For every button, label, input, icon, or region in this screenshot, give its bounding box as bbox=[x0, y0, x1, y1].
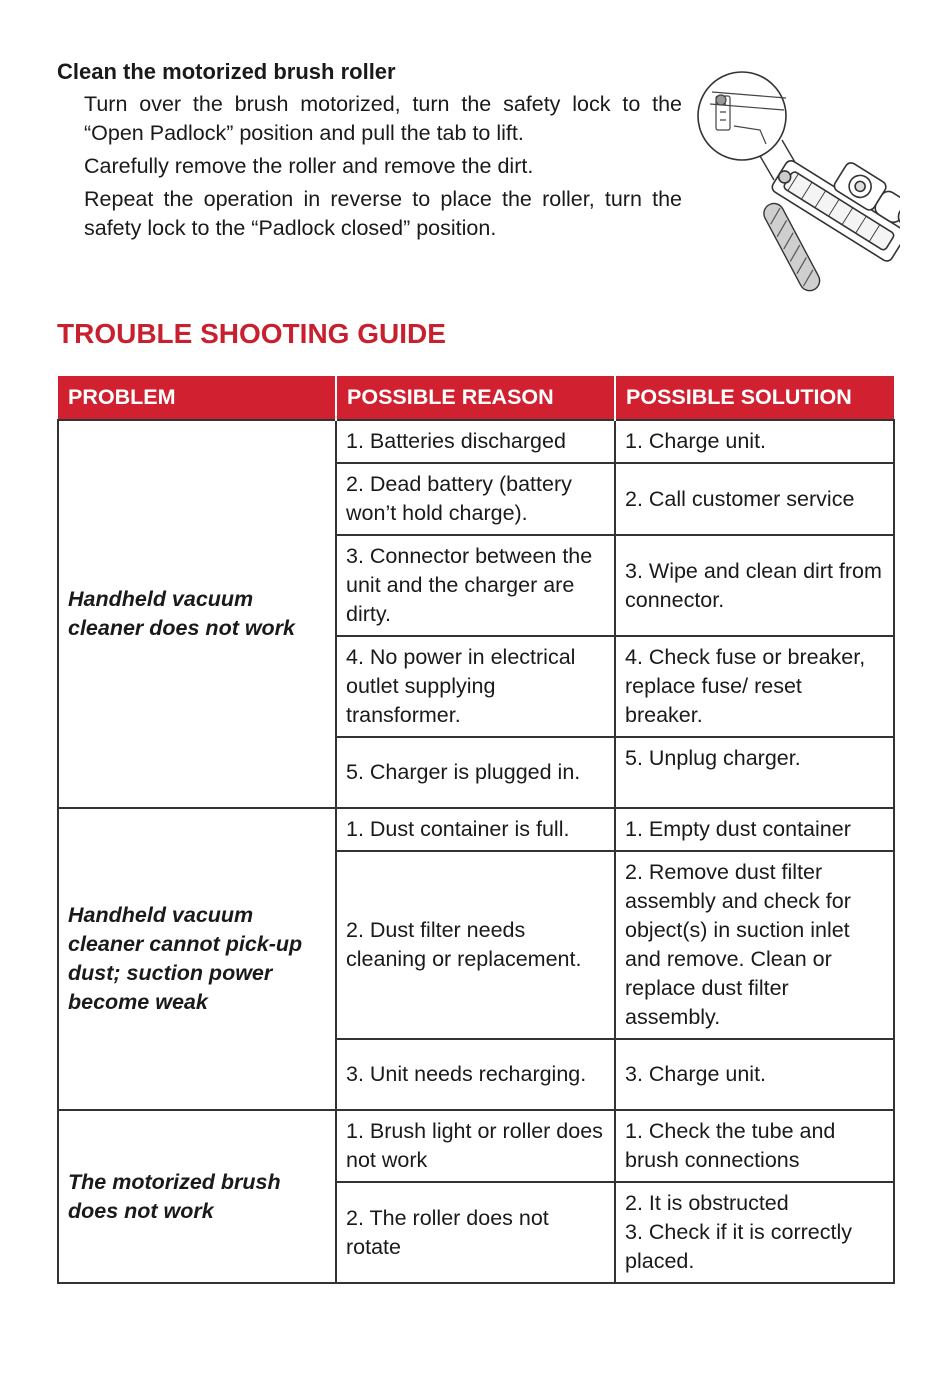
solution-cell: 1. Charge unit. bbox=[615, 420, 894, 463]
problem-cell: Handheld vacuum cleaner does not work bbox=[58, 420, 336, 808]
column-header-problem: PROBLEM bbox=[58, 376, 336, 420]
table-header-row bbox=[58, 376, 894, 420]
reason-cell: 2. Dead battery (battery won’t hold charge). bbox=[336, 463, 615, 535]
reason-cell: 3. Unit needs recharging. bbox=[336, 1039, 615, 1110]
instructions bbox=[84, 90, 682, 247]
reason-cell: 2. The roller does not rotate bbox=[336, 1182, 615, 1283]
guide-title: TROUBLE SHOOTING GUIDE bbox=[57, 318, 446, 349]
solution-cell: 2. It is obstructed 3. Check if it is correctly placed. bbox=[615, 1182, 894, 1283]
reason-cell: 5. Charger is plugged in. bbox=[336, 737, 615, 808]
instruction-paragraph: Repeat the operation in reverse to place the roller, turn the safety lock to the “Padlock closed” position. bbox=[84, 187, 682, 240]
table-row bbox=[58, 420, 894, 463]
solution-cell: 3. Wipe and clean dirt from connector. bbox=[615, 535, 894, 636]
solution-cell: 5. Unplug charger. bbox=[615, 737, 894, 808]
solution-cell: 4. Check fuse or breaker, replace fuse/ reset breaker. bbox=[615, 636, 894, 737]
brush-roller-illustration bbox=[690, 70, 900, 310]
solution-cell: 1. Check the tube and brush connections bbox=[615, 1110, 894, 1182]
reason-cell: 1. Brush light or roller does not work bbox=[336, 1110, 615, 1182]
troubleshooting-table bbox=[57, 376, 895, 1284]
reason-cell: 1. Dust container is full. bbox=[336, 808, 615, 851]
section-title: Clean the motorized brush roller bbox=[57, 59, 396, 84]
reason-cell: 4. No power in electrical outlet supplying transformer. bbox=[336, 636, 615, 737]
problem-cell: Handheld vacuum cleaner cannot pick-up dust; suction power become weak bbox=[58, 808, 336, 1110]
instruction-paragraph: Turn over the brush motorized, turn the safety lock to the “Open Padlock” position and pull the tab to lift. bbox=[84, 92, 682, 145]
solution-cell: 1. Empty dust container bbox=[615, 808, 894, 851]
reason-cell: 3. Connector between the unit and the charger are dirty. bbox=[336, 535, 615, 636]
solution-cell: 2. Call customer service bbox=[615, 463, 894, 535]
instruction-paragraph: Carefully remove the roller and remove the dirt. bbox=[84, 154, 534, 178]
solution-cell: 2. Remove dust filter assembly and check for object(s) in suction inlet and remove. Clean or replace dust filter assembly. bbox=[615, 851, 894, 1039]
column-header-reason: POSSIBLE REASON bbox=[336, 376, 615, 420]
table-row bbox=[58, 1110, 894, 1182]
reason-cell: 2. Dust filter needs cleaning or replacement. bbox=[336, 851, 615, 1039]
problem-cell: The motorized brush does not work bbox=[58, 1110, 336, 1283]
reason-cell: 1. Batteries discharged bbox=[336, 420, 615, 463]
column-header-solution: POSSIBLE SOLUTION bbox=[615, 376, 894, 420]
table-row bbox=[58, 808, 894, 851]
solution-cell: 3. Charge unit. bbox=[615, 1039, 894, 1110]
